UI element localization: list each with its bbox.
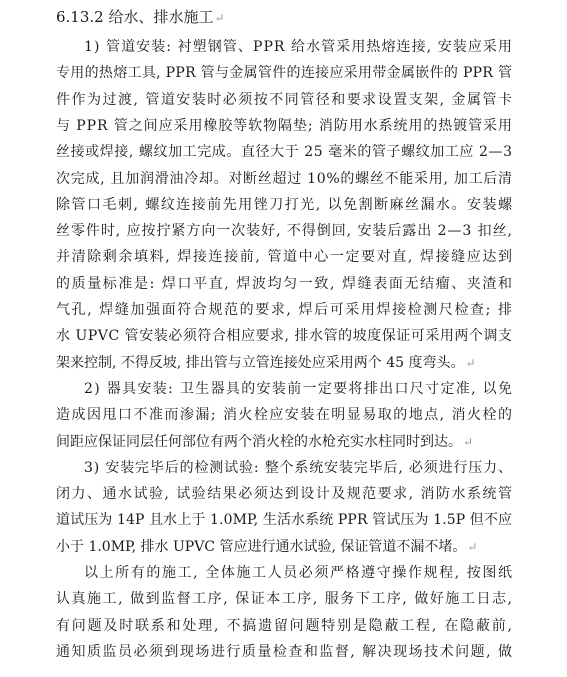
line-text: 除管口毛刺, 螺纹连接前先用锉刀打光, 以免割断麻丝漏水。安装螺 (56, 196, 514, 213)
line-text: 专用的热熔工具, PPR 管与金属管件的连接应采用带金属嵌件的 PPR 管 (56, 65, 513, 82)
text-line (56, 299, 567, 321)
text-line (56, 115, 567, 137)
text-line (56, 246, 567, 268)
line-text: 次完成, 且加润滑油冷却。对断丝超过 10%的螺丝不能采用, 加工后清 (56, 170, 513, 187)
text-line (84, 36, 567, 58)
text-line (56, 536, 567, 558)
line-text: 丝零件时, 应按拧紧方向一次装好, 不得倒回, 安装后露出 2—3 扣丝, (56, 223, 513, 240)
line-text: 2) 器具安装: 卫生器具的安装前一定要将排出口尺寸定准, 以免 (84, 380, 514, 397)
line-text: 道试压为 14P 且水上于 1.0MP, 生活水系统 PPR 管试压为 1.5P 但不应 (56, 512, 513, 529)
text-line (56, 509, 567, 531)
text-line (56, 168, 567, 190)
text-line (84, 378, 567, 400)
paragraph-mark-icon: ↵ (214, 11, 225, 25)
line-text: 造成因甩口不准而渗漏; 消火栓应安装在明显易取的地点, 消火栓的 (56, 407, 514, 424)
line-text: 通知质监员必须到现场进行质量检查和监督, 解决现场技术问题, 做 (56, 643, 514, 660)
text-line (56, 641, 567, 663)
line-text: 并清除剩余填料, 焊接连接前, 管道中心一定要对直, 焊接缝应达到 (56, 249, 514, 266)
line-text: 认真施工, 做到监督工序, 保证本工序, 服务下工序, 做好施工日志, (56, 591, 514, 608)
text-line (56, 404, 567, 426)
text-line (56, 352, 567, 374)
line-text: 3) 安装完毕后的检测试验: 整个系统安装完毕后, 必须进行压力、 (84, 459, 513, 476)
text-line (56, 220, 567, 242)
text-line (56, 588, 567, 610)
text-line (84, 457, 567, 479)
text-line (56, 194, 567, 216)
heading-text: 6.13.2 给水、排水施工 (56, 8, 214, 26)
paragraph-mark-icon: ↵ (463, 434, 474, 449)
line-text: 以上所有的施工, 全体施工人员必须严格遵守操作规程, 按图纸 (84, 565, 514, 581)
line-text: 架来控制, 不得反坡, 排出管与立管连接处应采用两个 45 度弯头。 (56, 354, 465, 371)
line-text: 有问题及时联系和处理, 不搞遗留问题特别是隐蔽工程, 在隐蔽前, (56, 617, 514, 634)
line-text: 的质量标准是: 焊口平直, 焊波均匀一致, 焊缝表面无结瘤、夹渣和 (56, 275, 514, 292)
text-line (56, 325, 567, 347)
text-line (56, 615, 567, 637)
line-text: 与 PPR 管之间应采用橡胶等软物隔垫; 消防用水系统用的热镀管采用 (56, 117, 513, 134)
line-text: 件作为过渡, 管道安装时必须按不同管径和要求设置支架, 金属管卡 (56, 91, 514, 108)
line-text: 气孔, 焊缝加强面符合规范的要求, 焊后可采用焊接检测尺检查; 排 (56, 302, 514, 318)
section-heading (56, 6, 225, 29)
text-line (56, 141, 567, 163)
line-text: 闭力、通水试验, 试验结果必须达到设计及规范要求, 消防水系统管 (56, 486, 514, 503)
line-text: 间距应保证同层任何部位有两个消火栓的水枪充实水柱同时到达。 (56, 433, 462, 450)
line-text: 丝接或焊接, 螺纹加工完成。直径大于 25 毫米的管子螺纹加工应 2—3 (56, 144, 513, 161)
line-text: 1) 管道安装: 衬塑钢管、PPR 给水管采用热熔连接, 安装应采用 (84, 39, 514, 55)
text-line (56, 483, 567, 505)
paragraph-mark-icon: ↵ (465, 355, 476, 370)
line-text: 水 UPVC 管安装必须符合相应要求, 排水管的坡度保证可采用两个调支 (56, 328, 513, 345)
text-line (56, 431, 567, 453)
text-line (84, 562, 567, 584)
text-line (56, 273, 567, 295)
text-line (56, 89, 567, 111)
text-line (56, 62, 567, 84)
paragraph-mark-icon: ↵ (467, 539, 478, 554)
line-text: 小于 1.0MP, 排水 UPVC 管应进行通水试验, 保证管道不漏不堵。 (56, 538, 467, 555)
